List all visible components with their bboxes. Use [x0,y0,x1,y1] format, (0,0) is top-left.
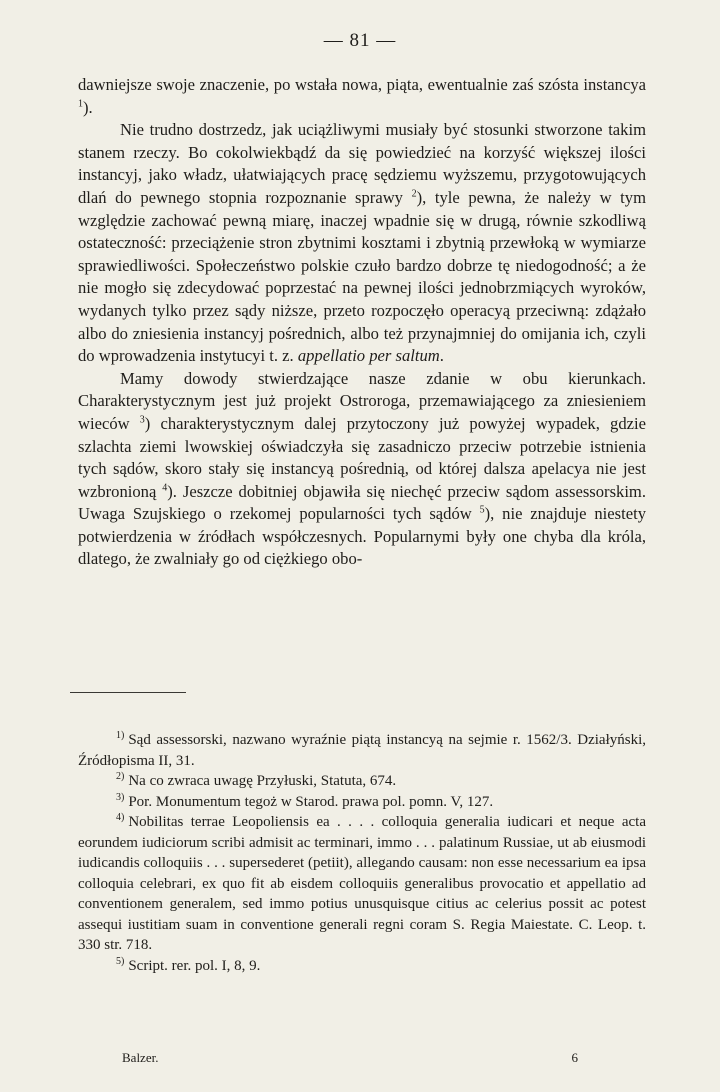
paragraph-text: ), tyle pewna, że należy w tym względzie zachować pewną miarę, inaczej wpadnie się w drugą, równie szkodliwą ostateczność: przeciążenie stron zbytnimi kosztami i zbytnią przewłoką w wymiarze sprawiedliwości. Społeczeństwo polskie czuło bardzo dobrze tę niedogodność; a że nie mogło się zdecydować poprzestać na pewnej ilości jednobrzmiących wyroków, wydanych tylko przez sądy niższe, przeto rozpoczęło operacyą przeciwną: zdążało albo do zniesienia instancyj pośrednich, albo też przynajmniej do omijania ich, czyli do wprowadzenia instytucyi t. z. [78,187,646,366]
footnote-text: Script. rer. pol. I, 8, 9. [128,957,261,974]
footnote-ref: 2 [411,188,417,200]
footnote [78,771,646,792]
footnote [78,956,646,977]
paragraph-text: ). Jeszcze dobitniej objawiła się niechęć przeciw sądom assessorskim. Uwaga Szujskiego o rzekomej popularności tych sądów [78,481,646,524]
signature-author: Balzer. [122,1050,159,1065]
footnote-ref: 1 [78,98,83,110]
paragraph-text: ). [83,97,93,117]
footnote-mark: 4) [116,812,125,823]
paragraph-3 [78,368,646,571]
paragraph-text: dawniejsze swoje znaczenie, po wstała nowa, piąta, ewentualnie zaś szósta instancya [78,75,646,94]
paragraph-1 [78,74,646,119]
footnotes [78,730,646,976]
paragraph-text: ), nie znajduje niestety potwierdzenia w źródłach współczesnych. Popularnymi były one chyba dla króla, dlatego, że zwalniały go od ciężkiego obo- [78,504,646,569]
paragraph-text: Mamy dowody stwierdzające nasze zdanie w obu kierunkach. Charakterystycznym jest już projekt Ostroroga, przemawiającego za zniesieniem wieców [78,368,646,433]
latin-term: appellatio per saltum [297,346,440,366]
footnote-divider [70,692,186,693]
footnote-ref: 5 [479,504,485,516]
footnote [78,730,646,771]
main-text [78,74,646,571]
footnote-ref: 4 [162,482,168,494]
footnote-mark: 1) [116,730,125,741]
footnote-text: Sąd assessorski, nazwano wyraźnie piątą instancyą na sejmie r. 1562/3. Działyński, Źródłopisma II, 31. [78,732,646,769]
page-number: — 81 — [323,30,397,51]
footnote-mark: 2) [116,771,125,782]
footnote-ref: 3 [139,414,145,426]
footnote-text: Na co zwraca uwagę Przyłuski, Statuta, 674. [128,773,397,789]
signature-sheet: 6 [571,1050,578,1065]
footnote-mark: 5) [116,955,125,967]
paragraph-text: Nie trudno dostrzedz, jak uciążliwymi musiały być stosunki stworzone takim stanem rzeczy. Bo cokolwiekbądź da się powiedzieć na korzyść większej ilości instancyj, jako władz, ułatwiających pracę sędziemu wyższemu, przygotowujących dlań do pewnego stopnia rozpoznanie sprawy [78,120,646,207]
footnote-mark: 3) [116,791,125,803]
footnote [78,812,646,956]
printer-signature [122,1050,578,1066]
paragraph-2 [78,119,646,368]
paragraph-text: ) charakterystycznym dalej przytoczony już powyżej wypadek, gdzie szlachta ziemi lwowskiej oświadczyła się zasadniczo przeciw potrzebie istnienia tych sądów, skoro stały się instancyą pośrednią, od której dalsza apelacya nie jest wzbronioną [78,413,646,501]
footnote-text: Nobilitas terrae Leopoliensis ea . . . . colloquia generalia iudicari et neque acta eorundem iudiciorum scribi admisit ac terminari, immo . . . palatinum Russiae, ut ab eiusmodi iudicandis colloquiis . . . supersederet (petiit), allegando causam: non esse necessarium ea ipsa colloquia celebrari, ex quo fit ab eisdem colloquiis generalibus provocatio et appellatio ad conventionem generalem, sed immo potius unusquisque citius ac celerius possit ac potest assequi iustitiam suam in conventione generali regni coram S. Regia Maiestate. C. Leop. t. 330 str. 718. [78,814,646,953]
footnote-text: Por. Monumentum tegoż w Starod. prawa pol. pomn. V, 127. [128,793,494,810]
paragraph-text: . [439,346,444,366]
footnote [78,792,646,813]
